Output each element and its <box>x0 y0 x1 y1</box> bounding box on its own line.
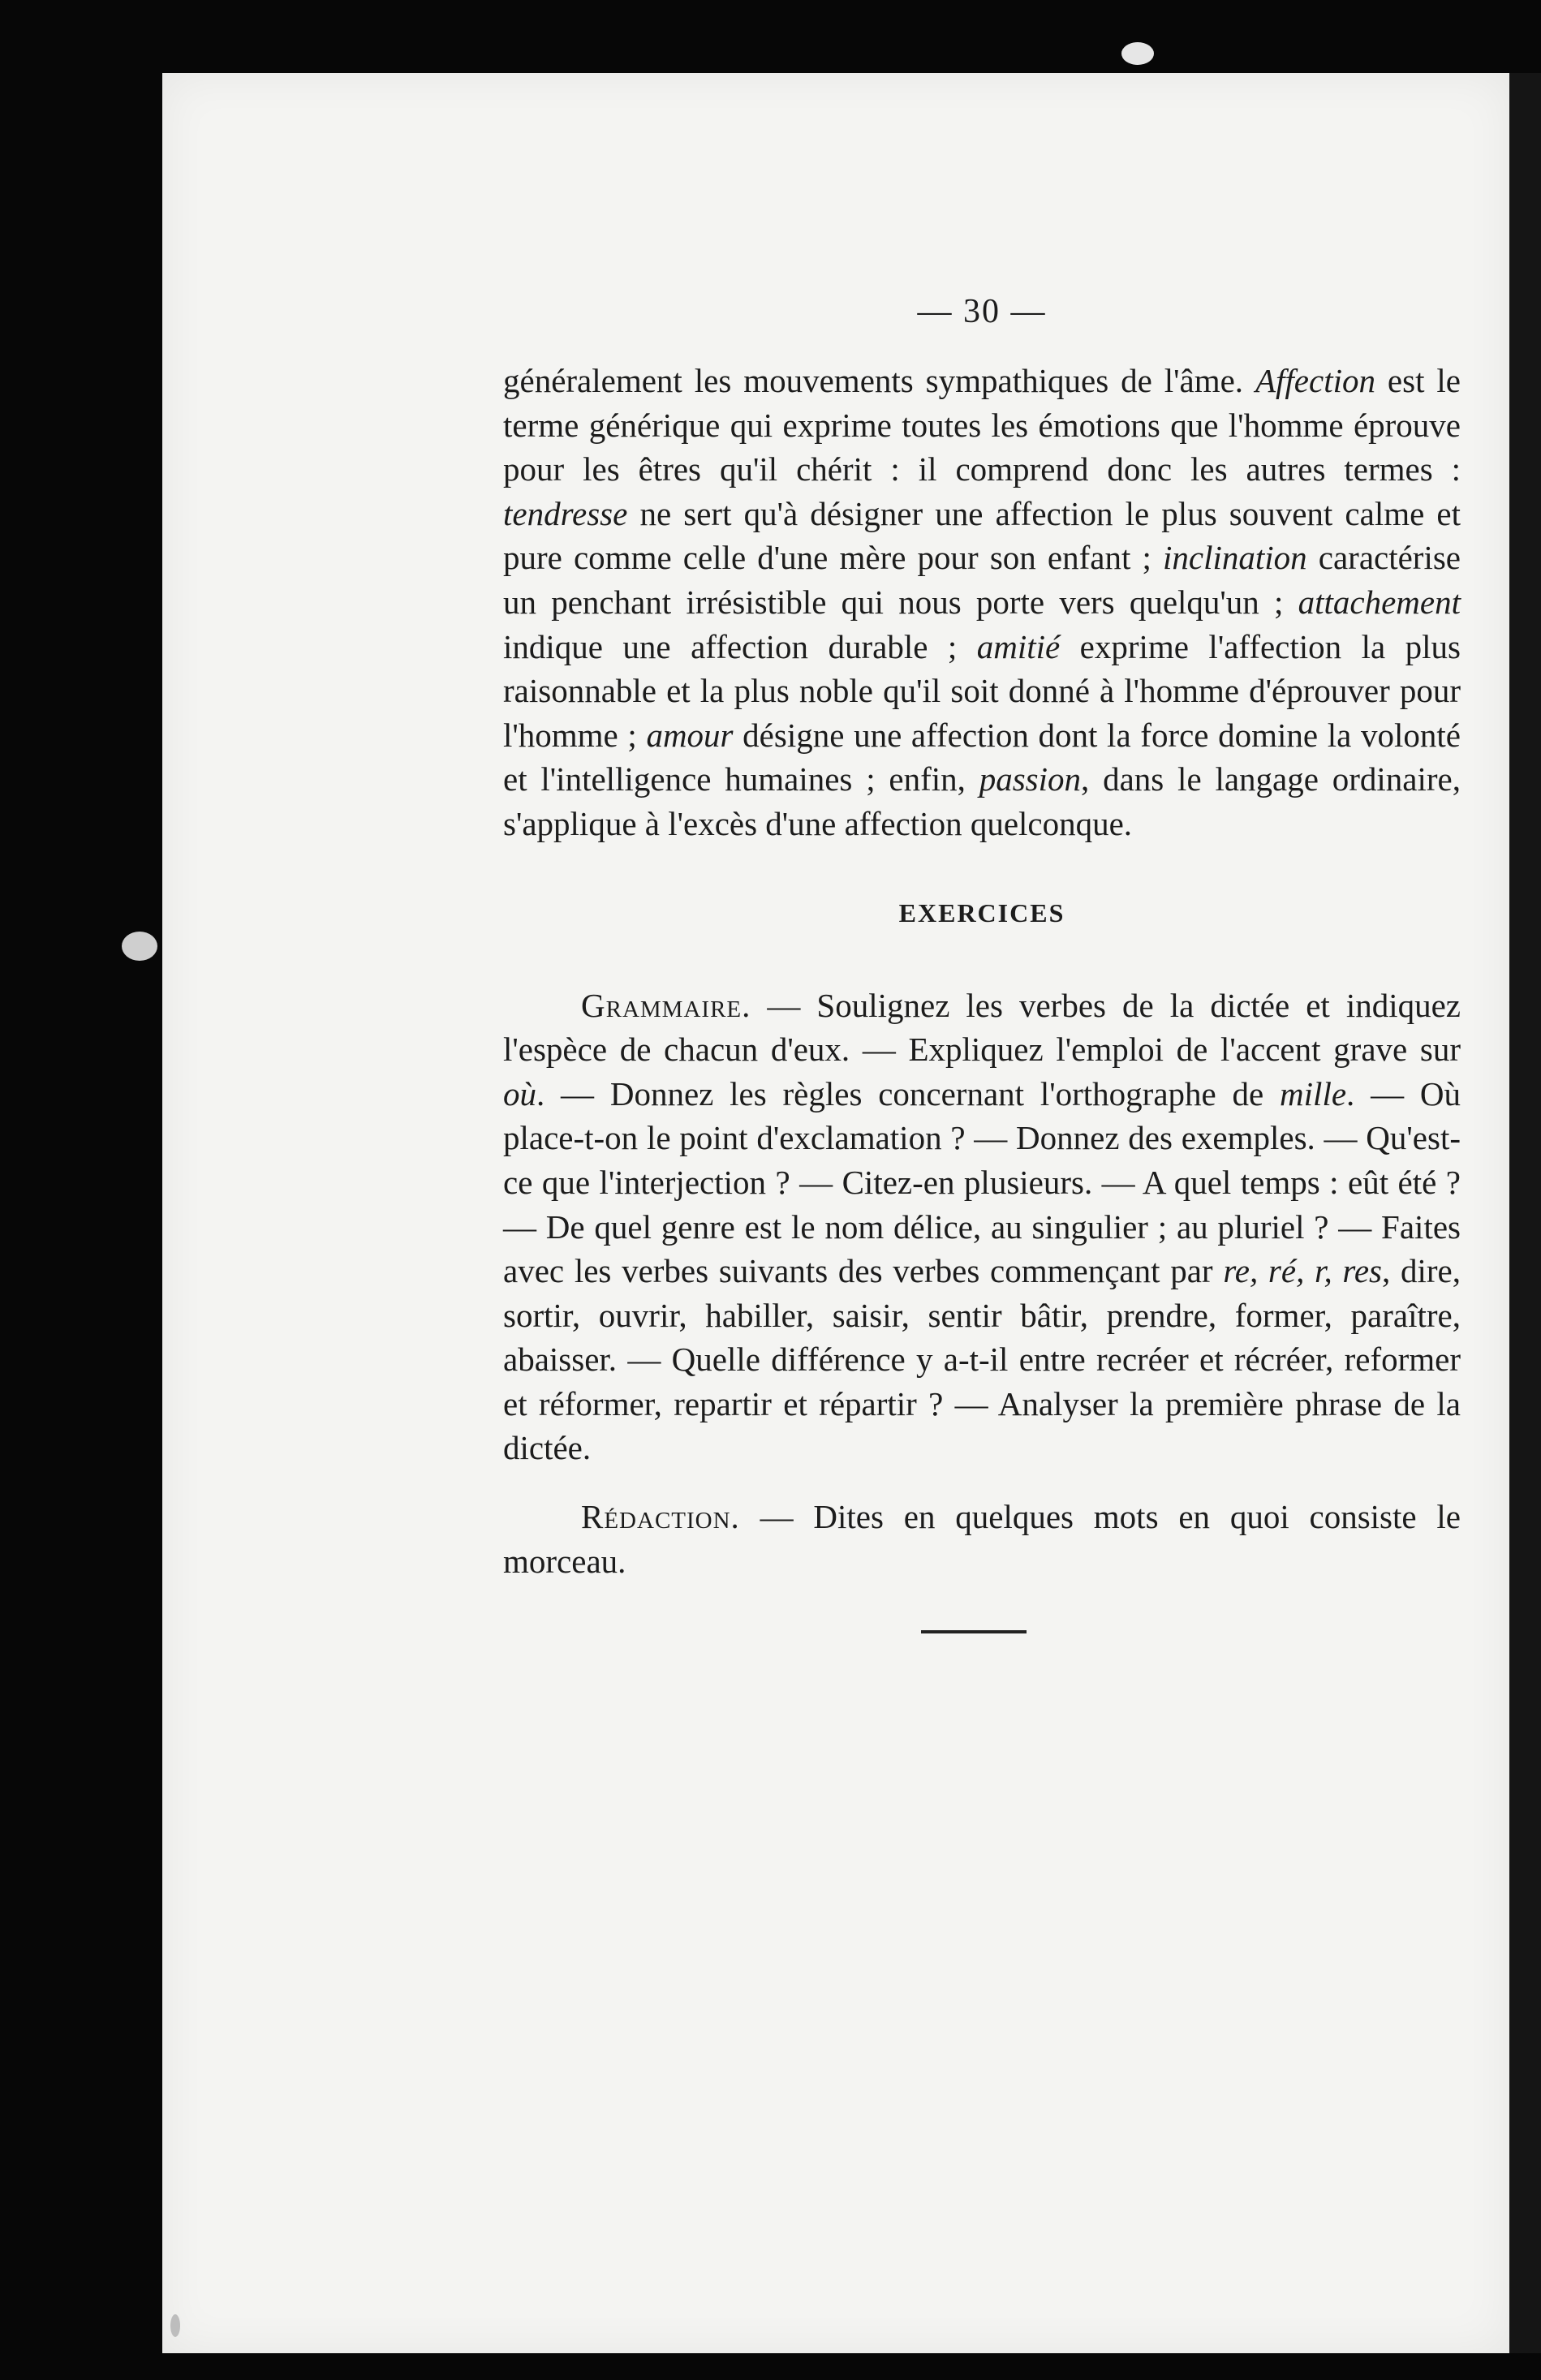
grammar-exercise <box>503 983 1461 1471</box>
grammar-heading: Grammaire. <box>581 986 751 1024</box>
text-run: indique une affection durable ; <box>503 627 977 665</box>
redaction-exercise <box>503 1495 1461 1583</box>
page-number: — 30 — <box>917 293 1047 330</box>
italic-term: tendresse <box>503 494 628 532</box>
italic-term: amour <box>646 716 734 754</box>
text-run: généralement les mouvements sympathiques de l'âme. <box>503 362 1255 399</box>
scan-border <box>1509 73 1541 2353</box>
text-run: , dans le langage ordinaire, s'applique à l'excès d'une affection quelconque. <box>503 760 1461 842</box>
italic-term: attachement <box>1298 583 1461 621</box>
page-content <box>503 292 1461 1633</box>
body-paragraph <box>503 359 1461 846</box>
italic-term: où <box>503 1074 536 1113</box>
italic-term: passion <box>979 760 1082 798</box>
italic-term: inclination <box>1162 539 1307 577</box>
text-run: , dire, sortir, ouvrir, habiller, saisir, sentir bâtir, prendre, former, paraître, abaisser. — Quelle différence y a-t-il entre recréer et récréer, reformer et réformer, repartir et répartir ? — Analyser la première phrase de la dictée. <box>503 1252 1461 1467</box>
redaction-text: — Dites en quelques mots en quoi consiste le morceau. <box>503 1498 1461 1580</box>
exercises-heading: EXERCICES <box>898 897 1065 927</box>
scan-speck <box>170 2314 180 2337</box>
section-divider <box>921 1630 1027 1633</box>
text-run: ne sert qu'à désigner une affection le plus souvent calme et pure comme celle d'une mère pour son enfant ; <box>503 494 1461 577</box>
text-run: exprime l'affection la plus raisonnable et la plus noble qu'il soit donné à l'homme d'éprouver pour l'homme ; <box>503 627 1461 754</box>
scan-speck <box>1121 42 1154 65</box>
text-run: désigne une affection dont la force domine la volonté et l'intelligence humaines ; enfin, <box>503 716 1461 798</box>
italic-term: amitié <box>976 627 1061 665</box>
text-run: caractérise un penchant irrésistible qui nous porte vers quelqu'un ; <box>503 539 1461 621</box>
scan-speck <box>122 932 157 961</box>
italic-term: re, ré, r, res <box>1223 1252 1383 1290</box>
redaction-heading: Rédaction. <box>581 1498 740 1536</box>
italic-term: mille <box>1280 1074 1347 1113</box>
text-run: — Soulignez les verbes de la dictée et indiquez l'espèce de chacun d'eux. — Expliquez l'emploi de l'accent grave sur <box>503 986 1461 1069</box>
text-run: . — Où place-t-on le point d'exclamation ? — Donnez des exemples. — Qu'est-ce que l'interjection ? — Citez-en plusieurs. — A quel temps : eût été ? — De quel genre est le nom délice, au singulier ; au pluriel ? — Faites avec les verbes suivants des verbes commençant par <box>503 1074 1461 1290</box>
italic-term: Affection <box>1255 362 1375 399</box>
text-run: . — Donnez les règles concernant l'orthographe de <box>536 1074 1281 1113</box>
text-run: est le terme générique qui exprime toutes les émotions que l'homme éprouve pour les êtres qu'il chérit : il comprend donc les autres termes : <box>503 362 1461 488</box>
